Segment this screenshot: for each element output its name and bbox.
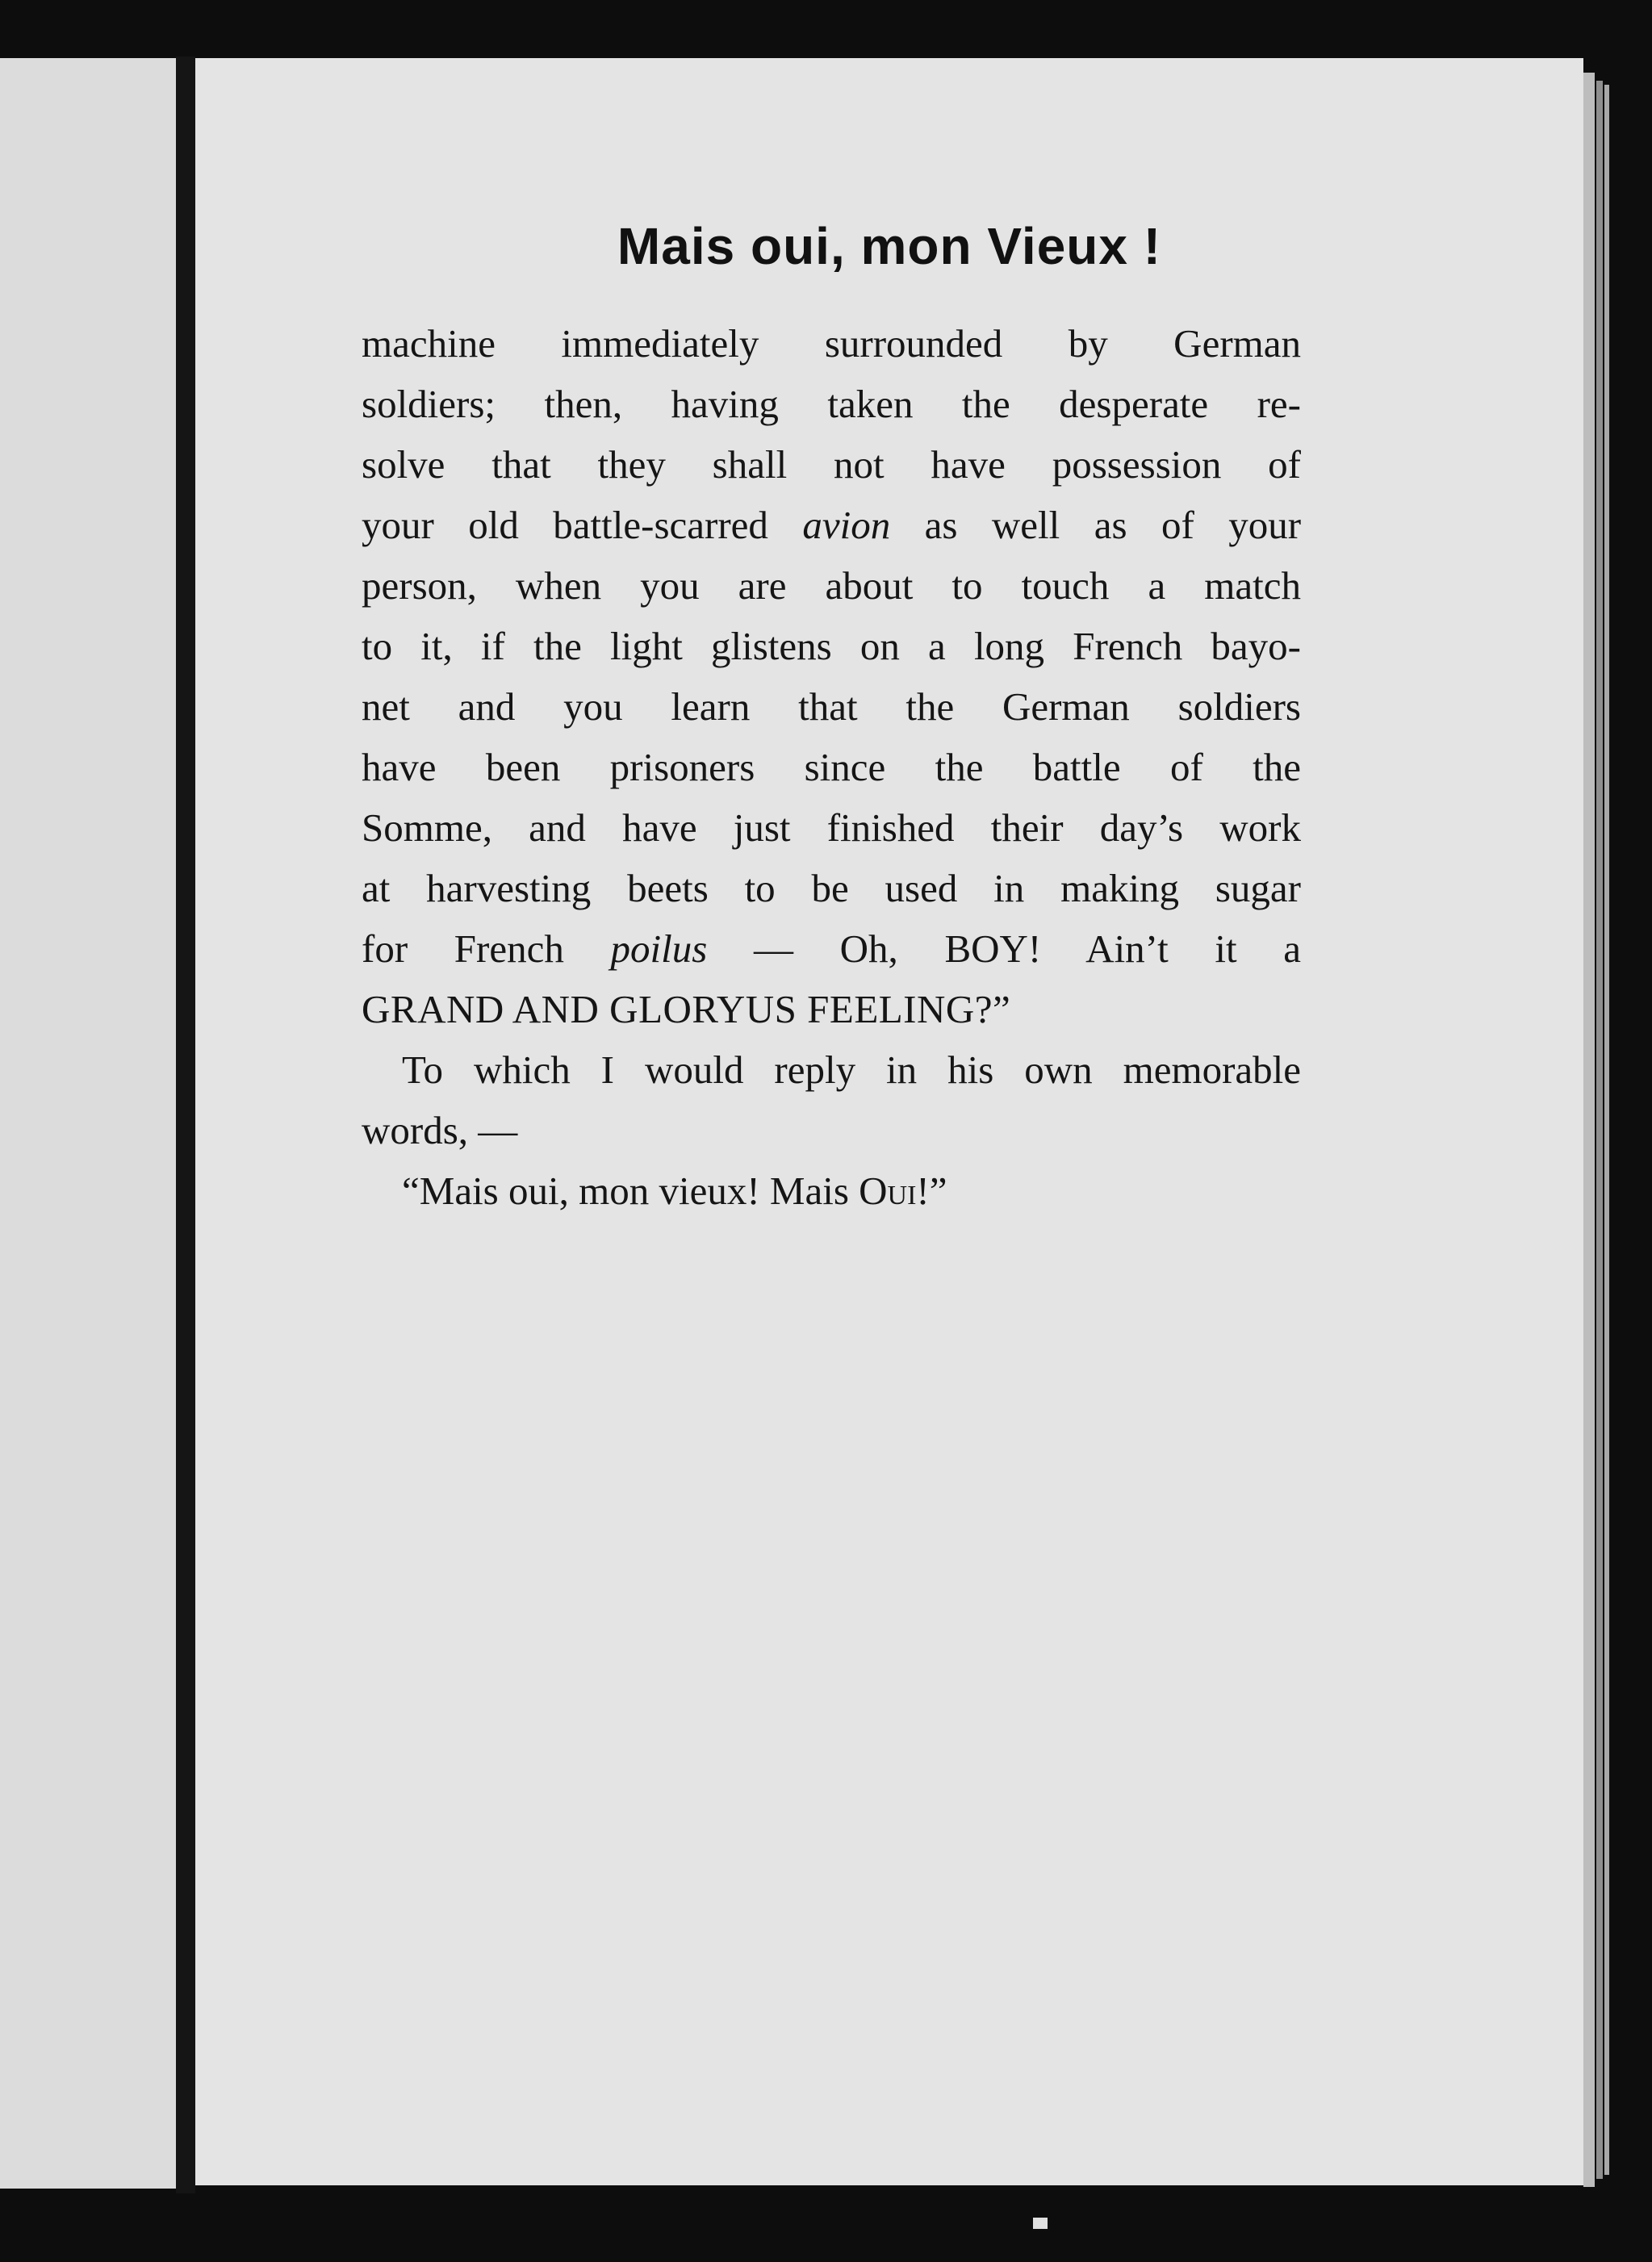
italic-word-avion: avion — [802, 503, 891, 547]
text-segment: for French — [362, 926, 564, 971]
text-line-8: have been prisoners since the battle of the — [362, 745, 1301, 789]
book-gutter — [176, 56, 195, 2193]
text-segment: “Mais oui, mon vieux! Mais — [402, 1169, 849, 1213]
running-head: Mais oui, mon Vieux ! — [617, 217, 1162, 275]
body-text — [362, 313, 1301, 1221]
text-segment: !” — [916, 1169, 947, 1213]
text-line-4 — [362, 495, 1301, 555]
text-line-2: soldiers; then, having taken the desperate re- — [362, 382, 1301, 426]
page-edge-stack — [1604, 85, 1609, 2175]
page-edge-stack — [1596, 81, 1603, 2179]
text-line-3: solve that they shall not have possession of — [362, 442, 1301, 487]
text-line-10: at harvesting beets to be used in making sugar — [362, 866, 1301, 910]
text-line-6: to it, if the light glistens on a long French bayo- — [362, 624, 1301, 668]
italic-word-poilus: poilus — [610, 926, 708, 971]
text-line-1: machine immediately surrounded by German — [362, 321, 1301, 366]
text-line-12: GRAND AND GLORYUS FEELING?” — [362, 987, 1011, 1031]
closing-quote-line — [362, 1160, 1301, 1221]
text-line-9: Somme, and have just finished their day’s work — [362, 805, 1301, 850]
text-line-11 — [362, 918, 1301, 979]
scan-mark — [1033, 2218, 1048, 2229]
text-line-13: To which I would reply in his own memorable — [402, 1047, 1301, 1092]
text-line-14: words, — — [362, 1108, 518, 1152]
text-segment: — Oh, BOY! Ain’t it a — [754, 926, 1302, 971]
smallcaps-word-oui: Oui — [859, 1169, 917, 1213]
book-page — [195, 58, 1583, 2185]
text-segment: your old battle-scarred — [362, 503, 768, 547]
text-line-7: net and you learn that the German soldiers — [362, 684, 1301, 729]
text-segment: as well as of your — [924, 503, 1302, 547]
left-page-edge — [0, 58, 178, 2189]
text-line-5: person, when you are about to touch a match — [362, 563, 1301, 608]
page-edge-stack — [1583, 73, 1595, 2187]
